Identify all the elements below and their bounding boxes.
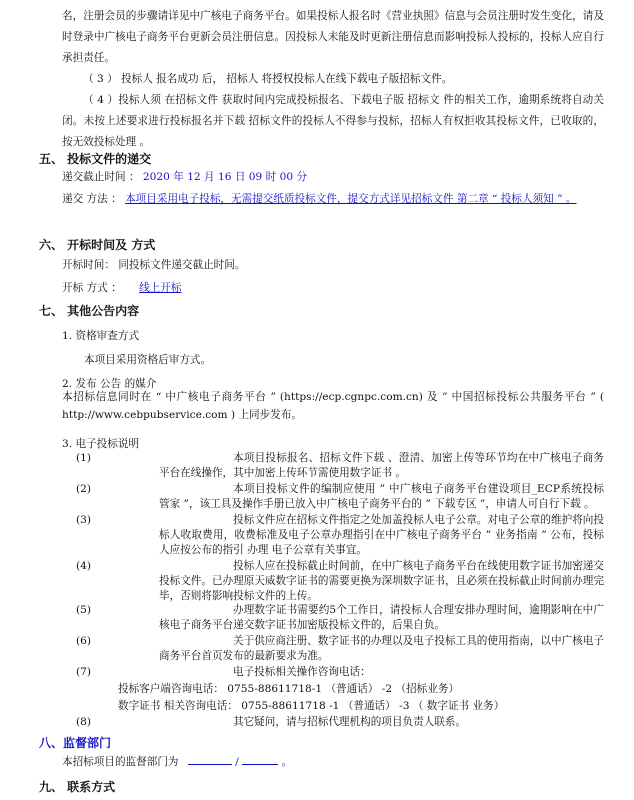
section-8-heading: 八、监督部门 (39, 736, 112, 750)
opening-time-label: 开标时间： (62, 259, 115, 271)
sub3-title: 3. 电子投标说明 (62, 438, 140, 450)
opening-time-value: 同投标文件递交截止时间。 (118, 259, 246, 271)
opening-method-value: 线上开标 (139, 282, 182, 294)
section-7-heading: 七、 其他公告内容 (39, 304, 140, 318)
opening-method (62, 278, 604, 299)
opening-time (62, 255, 604, 276)
intro-paragraph: 名，注册会员的步骤请详见中广核电子商务平台。如果投标人报名时《营业执照》信息与会员注册时发生变化，请及时登录中广核电子商务平台更新会员注册信息。因投标人未能及时更新注册信息而影响投标人投标的，投标人应自行承担责任。 (62, 10, 604, 64)
sub1-body: 本项目采用资格后审方式。 (84, 354, 212, 366)
sub2-body: 本招标信息同时在 “ 中广核电子商务平台 ” (https://ecp.cgnpc.com.cn) 及 ” 中国招标投标公共服务平台 ” ( http://www.cebpubservice.com ) 上同步发布。 (62, 391, 604, 421)
document-page: 名，注册会员的步骤请详见中广核电子商务平台。如果投标人报名时《营业执照》信息与会员注册时发生变化，请及时登录中广核电子商务平台更新会员注册信息。因投标人未能及时更新注册信息而影响投标人投标的，投标人应自行承担责任。 （ 3 ） 投标人 报名成功 后， 招标人 将授权投标人在线下载电子版招标文件。 （ 4 ）投标人须 在招标文件 获取时间内完成投标报名、下载电子版 招标文 件的相关工作，逾期系统将自动关闭。未按上述要求进行投标报名并下载 招标文件的投标人不得参与投标，招标人有权拒收其投标文件，已收取的，按无效投标处理 。 五、 投标文件的递交 递交截止时间 ： 2020 年 12 月 16 日 09 时 00 分 递交 方法 ： 本项目采用电子投标，无需提交纸质投标文件，提交方式详见招标文件 第二章 “ 投标人须知 ” 。 六、 开标时间及 方式 开标时间： 同投标文件递交截止时间。 开标 方式 ： 线上开标 七、 其他公告内容 1. 资格审查方式 本项目采用资格后审方式。 2. 发布 公告 的媒介 本招标信息同时在 “ 中广核电子商务平台 ” (https://ecp.cgnpc.com.cn) 及 ” 中国招标投标公共服务平台 ” ( http://www.cebpubservice.com ) 上同步发布。 3. 电子投标说明 (1) 本项目投标报名、招标文件下载 、澄清、加密上传等环节均在中广核电子商务平台在线操作，其中加密上传环节需使用数字证书 。 (2) 本项目投标文件的编制应使用 ” 中广核电子商务平台建设项目_ECP系统投标 管家 ”，该工具及操作手册已放入中广核电子商务平台的 ” 下载专区 ”，申请人可自行下载 。 (3) 投标文件应在招标文件指定之处加盖投标人电子公章。对电子公章的维护将向投标人收取费用，收费标准及电子公章办理指引在中广核电子商务平台 ” 业务指南 ” 公布，投标人应按公布的指引 办理 电子公章有关事宜。 (4) 投标人应在投标截止时间前，在中广核电子商务平台在线使用数字证书加密递交投标文件。已办理原天威数字证书的需要更换为深圳数字证书，且必须在投标截止时间前办理完毕，否则将影响投标文件的上传。 (5) 办理数字证书需要约5个工作日，请投标人合理安排办理时间，逾期影响在中广核电子商务平台递交数字证书加密版投标文件的，后果自负。 (6) 关于供应商注册、数字证书的办理以及电子投标工具的使用指南，以中广核电子商务平台首页发布的最新要求为准。 (7) 电子投标相关操作咨询电话： 投标客户端咨询电话： 0755-88611718-1 （普通话） -2 （招标业务） 数字证书 相关咨询电话： 0755-88611718 -1 （普通话） -3 （ 数字证书 业务） (8) 其它疑问，请与招标代理机构的项目负责人联系。 八、监督部门 本招标项目的监督部门为 / 。 九、 联系方式 (0, 0, 634, 800)
intro-item-3: （ 3 ） 投标人 报名成功 后， 招标人 将授权投标人在线下载电子版招标文件。 (83, 73, 453, 85)
phone-line-client: 投标客户端咨询电话： 0755-88611718-1 （普通话） -2 （招标业务） (118, 683, 460, 695)
submission-method (62, 189, 604, 210)
opening-method-label: 开标 方式 ： (62, 282, 122, 294)
section-9-heading: 九、 联系方式 (39, 780, 116, 794)
section-5-heading: 五、 投标文件的递交 (39, 152, 152, 166)
sub1-title: 1. 资格审查方式 (62, 330, 140, 342)
supervision-text: 本招标项目的监督部门为 (62, 756, 179, 768)
intro-item-4: （ 4 ）投标人须 在招标文件 获取时间内完成投标报名、下载电子版 招标文 件的相关工作，逾期系统将自动关闭。未按上述要求进行投标报名并下载 招标文件的投标人不得参与投标，招标人有权拒收其投标文件，已收取的，按无效投标处理 。 (62, 94, 604, 148)
section-6-heading: 六、 开标时间及 方式 (39, 238, 156, 252)
sub2-title: 2. 发布 公告 的媒介 (62, 378, 157, 390)
phone-line-certificate: 数字证书 相关咨询电话： 0755-88611718 -1 （普通话） -3 （ 数字证书 业务） (118, 700, 505, 712)
supervision-slash: / (235, 756, 239, 768)
supervision-line (62, 752, 604, 773)
supervision-blank-1 (188, 753, 232, 765)
method-label: 递交 方法 ： (62, 193, 122, 205)
deadline-label: 递交截止时间 ： (62, 171, 140, 183)
supervision-blank-2 (242, 753, 278, 765)
method-value: 本项目采用电子投标，无需提交纸质投标文件，提交方式详见招标文件 第二章 “ 投标人须知 ” 。 (125, 193, 577, 205)
deadline-value: 2020 年 12 月 16 日 09 时 00 分 (142, 171, 308, 183)
supervision-end: 。 (281, 756, 293, 768)
submission-deadline (62, 167, 604, 188)
